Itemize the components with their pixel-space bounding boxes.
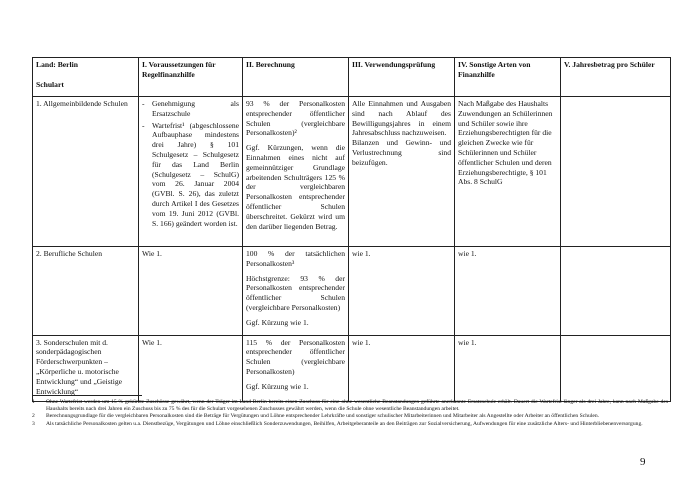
berechnung-para: Ggf. Kürzungen, wenn die Einnahmen eines nicht auf gemeinnütziger Grundlage arbeitenden Schulträgers 125 % der vergleichbaren Personalkosten entsprechender öffentlicher Schulen überschreitet. Gekürzt wird um den darüber liegenden Betrag. <box>246 143 345 231</box>
list-item: - Genehmigung als Ersatzschule <box>142 99 239 119</box>
list-item: - Wartefrist¹ (abgeschlossene Aufbauphase mindestens drei Jahre) § 101 Schulgesetz – Schulgesetz für das Land Berlin (Schulgesetz – SchulG) vom 26. Januar 2004 (GVBl. S. 26), das zuletzt durch Artikel I des Gesetzes vom 19. Juni 2012 (GVBl. S. 166) geändert worden ist. <box>142 121 239 229</box>
table-header-row <box>33 58 671 97</box>
cell-sonstige: wie 1. <box>455 247 561 336</box>
footnote-number: 2 <box>32 413 35 420</box>
footnote <box>32 413 668 420</box>
table-row <box>33 97 671 247</box>
berechnung-para: 93 % der Personalkosten entsprechender öffentlicher Schulen (vergleichbare Personalkosten)² <box>246 99 345 138</box>
berechnung-para: Ggf. Kürzung wie 1. <box>246 381 309 391</box>
header-verwendungspruefung: III. Verwendungsprüfung <box>349 58 455 97</box>
berechnung-para: 100 % der tatsächlichen Personalkosten³ <box>246 249 345 268</box>
verwendung-para: Alle Einnahmen und Ausgaben sind nach Ablauf des Bewilligungsjahres in einem Jahresabschluss nachzuweisen. <box>352 99 451 138</box>
cell-schulart: 1. Allgemeinbildende Schulen <box>33 97 139 247</box>
voraussetzungen-list <box>142 99 239 228</box>
footnote-number: 3 <box>32 420 35 427</box>
berechnung-para: Ggf. Kürzung wie 1. <box>246 317 309 327</box>
cell-berechnung <box>243 97 349 247</box>
cell-schulart: 3. Sonderschulen mit d. sonderpädagogischen Förderschwerpunkten – „Körperliche u. motorische Entwicklung“ und „Geistige Entwicklung“ <box>33 335 139 401</box>
finanzhilfe-table <box>32 57 671 402</box>
table-row <box>33 335 671 401</box>
cell-voraussetzungen: Wie 1. <box>139 247 243 336</box>
footnote-text: Als tatsächliche Personalkosten gelten u.a. Dienstbezüge, Vergütungen und Löhne einschließlich Sonderzuwendungen, Beihilfen, Arbeitgeberanteile an den Beiträgen zur Sozialversicherung, Aufwendungen für eine zusätzliche Alters- und Hinterbliebenenversorgung. <box>46 420 643 427</box>
footnote-text: Berechnungsgrundlage für die vergleichbaren Personalkosten sind die Beträge für Vergütungen und Löhne entsprechender Lehrkräfte und sonstiger schulischer Mitarbeiterinnen und Mitarbeiter als Angestellte oder Arbeiter an öffentlichen Schulen. <box>46 413 600 420</box>
berechnung-para: Höchstgrenze: 93 % der Personalkosten entsprechender öffentlicher Schulen (vergleichbare Personalkosten) <box>246 273 345 312</box>
cell-voraussetzungen: Wie 1. <box>139 335 243 401</box>
cell-schulart: 2. Berufliche Schulen <box>33 247 139 336</box>
cell-sonstige: wie 1. <box>455 335 561 401</box>
cell-verwendungspruefung: wie 1. <box>349 247 455 336</box>
cell-sonstige: Nach Maßgabe des Haushalts Zuwendungen an Schülerinnen und Schüler sowie ihre Erziehungsberechtigten für die gleichen Zwecke wie für Schülerinnen und Schüler öffentlicher Schulen und deren Erziehungsberechtigte, § 101 Abs. 8 SchulG <box>455 97 561 247</box>
cell-verwendungspruefung <box>349 97 455 247</box>
header-berechnung: II. Berechnung <box>243 58 349 97</box>
header-land: Land: Berlin <box>36 60 78 69</box>
cell-jahresbetrag <box>561 335 671 401</box>
footnote <box>32 421 668 428</box>
footnote <box>32 399 668 413</box>
footnotes <box>32 399 668 428</box>
cell-berechnung <box>243 335 349 401</box>
cell-jahresbetrag <box>561 247 671 336</box>
table-row <box>33 247 671 336</box>
footnote-separator <box>32 395 142 396</box>
footnote-text: Ohne Wartefrist werden um 15 % gekürzte Zuschüsse gewährt, wenn der Träger im Land Berlin bereits einen Zuschuss für eine ohne wesentliche Beanstandungen geführte anerkannte Ersatzschule erhält. Dauert die Wartefrist länger als drei Jahre, kann nach Maßgabe des Haushalts bereits nach drei Jahren ein Zuschuss bis zu 75 % des für die Schulart vorgesehenen Zuschusses gewährt werden, wenn die Schule ohne wesentliche Beanstandungen arbeitet. <box>46 399 668 413</box>
footnote-number: 1 <box>32 399 35 405</box>
cell-voraussetzungen <box>139 97 243 247</box>
cell-berechnung <box>243 247 349 336</box>
verwendung-para: Bilanzen und Gewinn- und Verlustrechnung sind beizufügen. <box>352 138 451 167</box>
header-land-schulart <box>33 58 139 97</box>
page-number: 9 <box>640 456 646 468</box>
header-schulart: Schulart <box>36 79 64 89</box>
cell-verwendungspruefung: wie 1. <box>349 335 455 401</box>
header-sonstige-arten: IV. Sonstige Arten von Finanzhilfe <box>455 58 561 97</box>
cell-jahresbetrag <box>561 97 671 247</box>
header-jahresbetrag: V. Jahresbetrag pro Schüler <box>561 58 671 97</box>
berechnung-para: 115 % der Personalkosten entsprechender öffentlicher Schulen (vergleichbare Personalkosten) <box>246 337 345 376</box>
header-voraussetzungen: I. Voraussetzungen für Regelfinanzhilfe <box>139 58 243 97</box>
